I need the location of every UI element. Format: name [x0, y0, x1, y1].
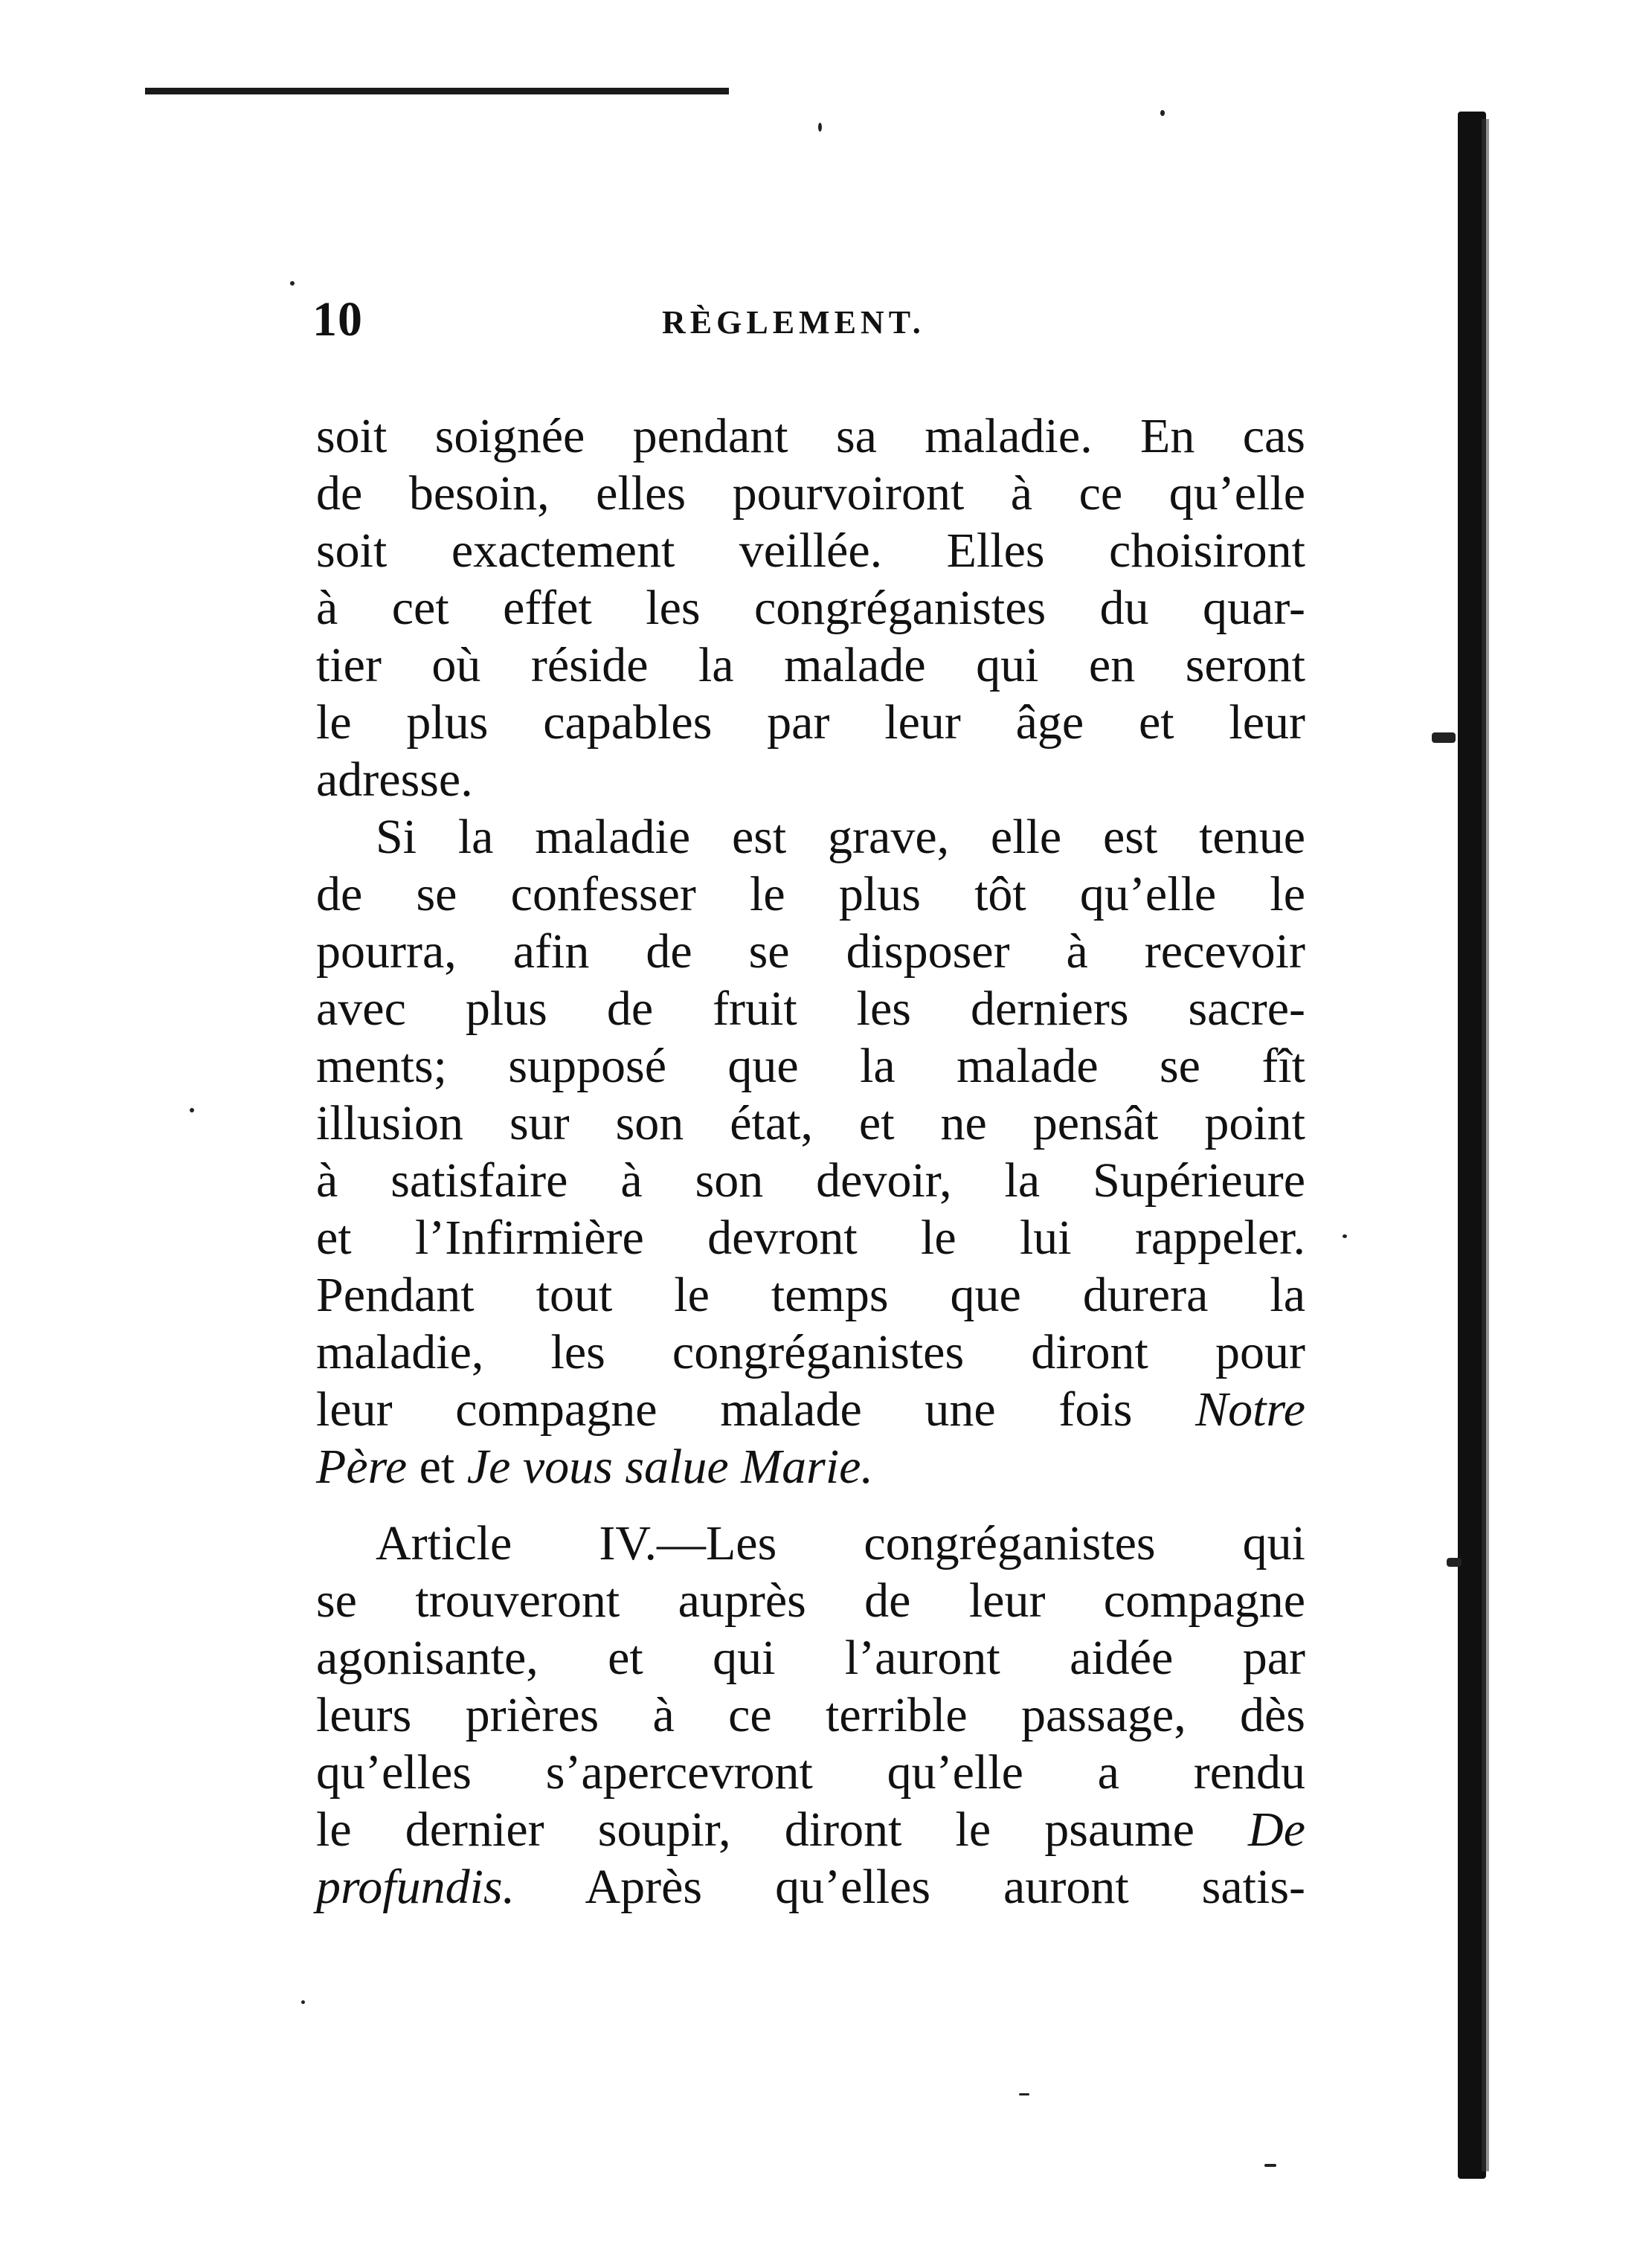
italic-phrase: Notre — [1195, 1382, 1305, 1437]
text-line: de besoin, elles pourvoiront à ce qu’elle — [316, 466, 1305, 521]
ink-speck — [1447, 1558, 1462, 1567]
body-text — [316, 407, 1305, 1916]
text-line: se trouveront auprès de leur compagne — [316, 1573, 1305, 1628]
text-line: avec plus de fruit les derniers sacre- — [316, 982, 1305, 1036]
italic-phrase: profundis. — [316, 1860, 515, 1914]
ink-speck — [190, 1108, 194, 1112]
ink-speck — [1264, 2164, 1276, 2167]
text-line: agonisante, et qui l’auront aidée par — [316, 1631, 1305, 1685]
italic-phrase: Père — [316, 1440, 408, 1494]
text-segment: Après qu’elles auront satis- — [585, 1860, 1305, 1914]
running-title: RÈGLEMENT. — [662, 304, 925, 341]
ink-speck — [1343, 1234, 1347, 1238]
text-line: Si la maladie est grave, elle est tenue — [376, 810, 1305, 864]
text-line: soit soignée pendant sa maladie. En cas — [316, 409, 1305, 463]
text-line — [316, 1438, 1305, 1495]
text-line — [316, 1858, 1305, 1916]
text-line: à satisfaire à son devoir, la Supérieure — [316, 1153, 1305, 1208]
text-line: ments; supposé que la malade se fît — [316, 1039, 1305, 1093]
paragraph-gap — [316, 1495, 1305, 1515]
top-rule — [145, 88, 729, 94]
text-line: de se confesser le plus tôt qu’elle le — [316, 867, 1305, 921]
text-line: qu’elles s’apercevront qu’elle a rendu — [316, 1745, 1305, 1800]
italic-phrase: Je vous salue Marie. — [466, 1440, 873, 1494]
ink-speck — [1019, 2093, 1029, 2095]
ink-speck — [1160, 110, 1165, 116]
text-line: illusion sur son état, et ne pensât point — [316, 1096, 1305, 1150]
text-line: et l’Infirmière devront le lui rappeler. — [316, 1211, 1305, 1265]
binding-edge-shadow — [1482, 119, 1489, 2171]
text-line: tier où réside la malade qui en seront — [316, 638, 1305, 692]
text-segment: et — [419, 1440, 455, 1494]
text-line: le plus capables par leur âge et leur — [316, 695, 1305, 750]
page-number: 10 — [312, 292, 363, 347]
ink-speck — [1432, 732, 1456, 743]
text-line: leurs prières à ce terrible passage, dès — [316, 1688, 1305, 1742]
italic-phrase: De — [1248, 1803, 1306, 1857]
text-line — [316, 1801, 1305, 1858]
text-line: à cet effet les congréganistes du quar- — [316, 581, 1305, 635]
text-line: adresse. — [316, 753, 473, 807]
text-segment: le dernier soupir, diront le psaume — [316, 1803, 1195, 1857]
text-segment: leur compagne malade une fois — [316, 1382, 1133, 1437]
text-line — [316, 1381, 1305, 1438]
ink-speck — [301, 2000, 305, 2004]
text-line: Pendant tout le temps que durera la — [316, 1268, 1305, 1322]
text-line: maladie, les congréganistes diront pour — [316, 1325, 1305, 1379]
ink-speck — [818, 123, 822, 132]
text-line: soit exactement veillée. Elles choisiront — [316, 523, 1305, 578]
text-line: pourra, afin de se disposer à recevoir — [316, 924, 1305, 979]
text-line: Article IV.—Les congréganistes qui — [376, 1516, 1305, 1570]
ink-speck — [290, 281, 295, 286]
running-head — [312, 291, 1339, 351]
